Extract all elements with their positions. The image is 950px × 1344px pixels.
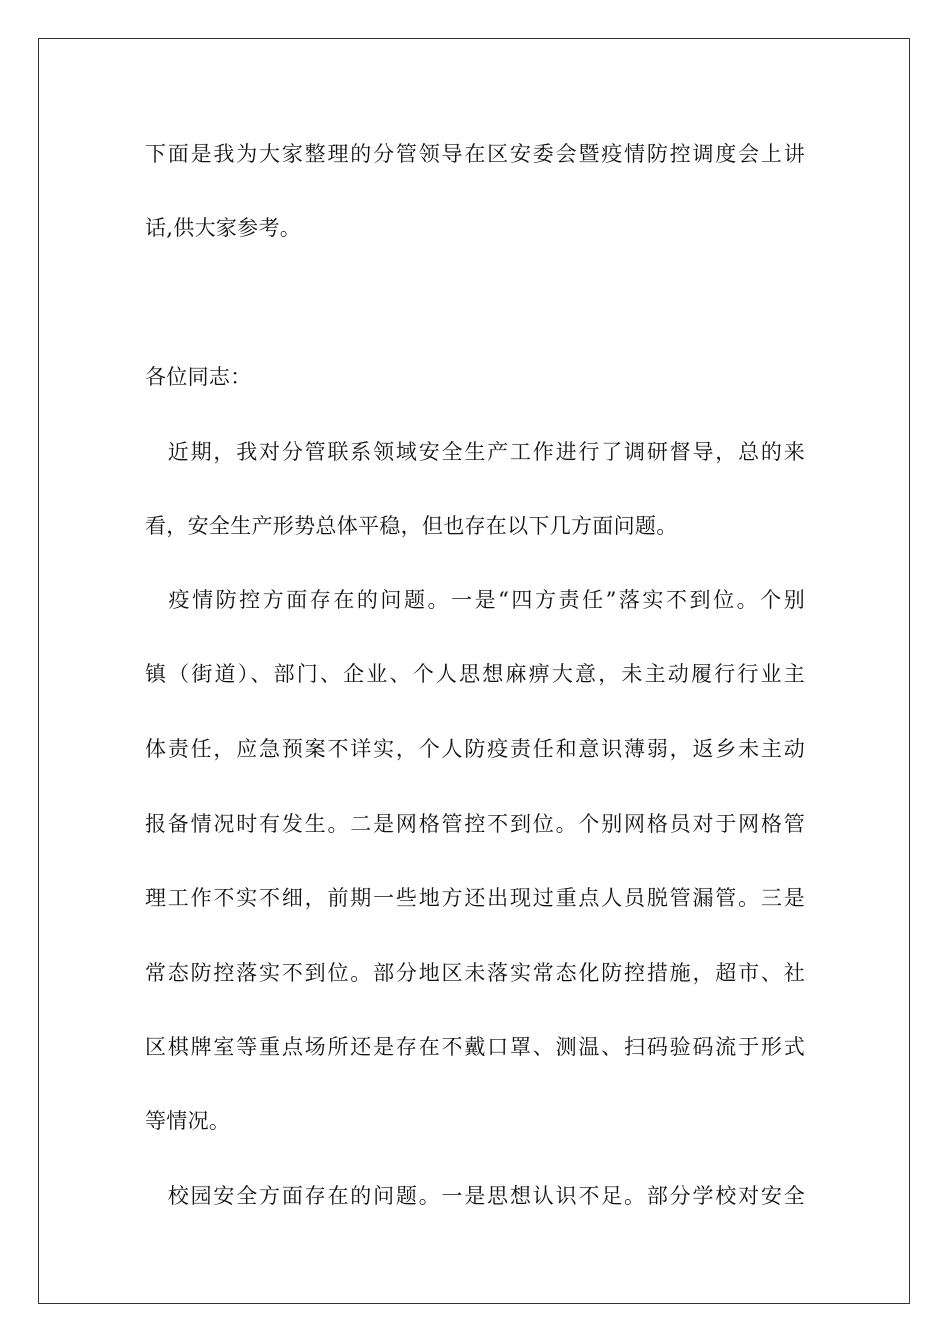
paragraph-2-line-6: 常态防控落实不到位。部分地区未落实常态化防控措施，超市、社: [145, 961, 805, 985]
paragraph-3-line-1: 校园安全方面存在的问题。一是思想认识不足。部分学校对安全: [145, 1184, 805, 1208]
intro-line-1: 下面是我为大家整理的分管领导在区安委会暨疫情防控调度会上讲: [145, 142, 805, 166]
paragraph-1-line-2: 看，安全生产形势总体平稳，但也存在以下几方面问题。: [145, 514, 678, 538]
intro-line-2: 话,供大家参考。: [145, 216, 302, 240]
paragraph-2-line-7: 区棋牌室等重点场所还是存在不戴口罩、测温、扫码验码流于形式: [145, 1035, 805, 1059]
paragraph-2-line-3: 体责任，应急预案不详实，个人防疫责任和意识薄弱，返乡未主动: [145, 737, 805, 761]
paragraph-2-line-5: 理工作不实不细，前期一些地方还出现过重点人员脱管漏管。三是: [145, 886, 805, 910]
paragraph-1-line-1: 近期，我对分管联系领域安全生产工作进行了调研督导，总的来: [145, 440, 805, 464]
paragraph-2-line-8: 等情况。: [145, 1109, 231, 1133]
paragraph-2-line-2: 镇（街道）、部门、企业、个人思想麻痹大意，未主动履行行业主: [145, 662, 805, 686]
paragraph-2-line-4: 报备情况时有发生。二是网格管控不到位。个别网格员对于网格管: [145, 812, 805, 836]
salutation: 各位同志：: [145, 365, 252, 389]
paragraph-2-line-1: 疫情防控方面存在的问题。一是“四方责任”落实不到位。个别: [145, 588, 805, 612]
